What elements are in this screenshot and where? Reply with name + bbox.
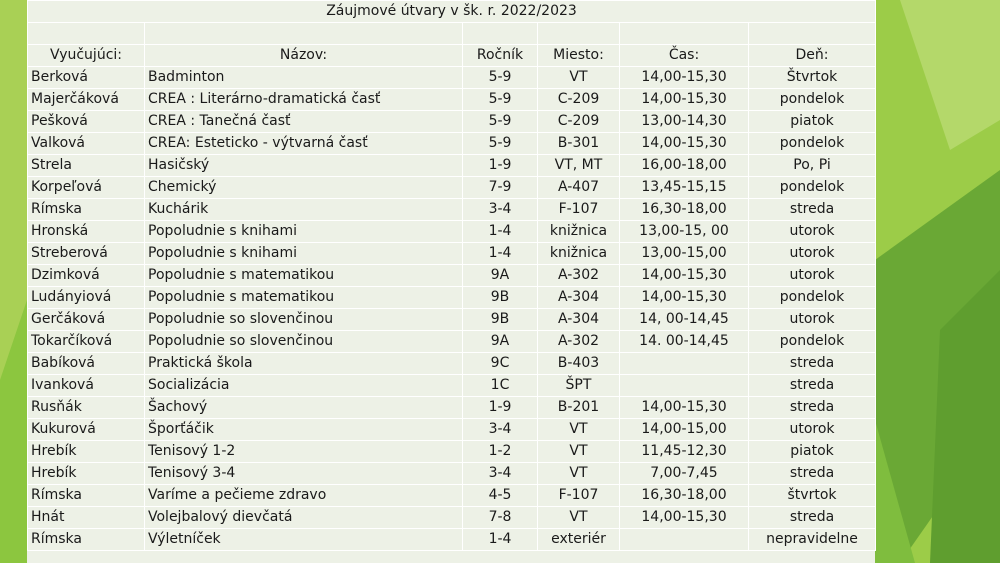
table-row bbox=[28, 485, 876, 507]
table-row bbox=[28, 419, 876, 441]
cell-name: CREA: Esteticko - výtvarná časť bbox=[145, 133, 463, 155]
cell-name: Hasičský bbox=[145, 155, 463, 177]
cell-name: Popoludnie s knihami bbox=[145, 221, 463, 243]
cell-teacher: Hrebík bbox=[28, 463, 145, 485]
cell-teacher: Streberová bbox=[28, 243, 145, 265]
cell-name: Praktická škola bbox=[145, 353, 463, 375]
cell-name: Socializácia bbox=[145, 375, 463, 397]
cell-grade: 9B bbox=[463, 309, 538, 331]
cell-teacher: Hronská bbox=[28, 221, 145, 243]
cell-day: Po, Pi bbox=[749, 155, 876, 177]
cell-teacher: Rímska bbox=[28, 199, 145, 221]
table-row bbox=[28, 463, 876, 485]
table-row bbox=[28, 287, 876, 309]
cell-teacher: Hnát bbox=[28, 507, 145, 529]
cell-time: 11,45-12,30 bbox=[620, 441, 749, 463]
cell-place: VT bbox=[538, 419, 620, 441]
cell-name: CREA : Literárno-dramatická časť bbox=[145, 89, 463, 111]
cell-name: Popoludnie s knihami bbox=[145, 243, 463, 265]
cell-place: B-201 bbox=[538, 397, 620, 419]
header-place: Miesto: bbox=[538, 45, 620, 67]
cell-grade: 4-5 bbox=[463, 485, 538, 507]
cell-grade: 9A bbox=[463, 331, 538, 353]
cell-name: Popoludnie so slovenčinou bbox=[145, 331, 463, 353]
activities-table bbox=[27, 0, 876, 551]
cell-name: Popoludnie s matematikou bbox=[145, 265, 463, 287]
cell-place: B-403 bbox=[538, 353, 620, 375]
cell-name: Chemický bbox=[145, 177, 463, 199]
cell-time: 14,00-15,30 bbox=[620, 397, 749, 419]
cell-time: 14,00-15,00 bbox=[620, 419, 749, 441]
table-row bbox=[28, 397, 876, 419]
cell-name: Popoludnie so slovenčinou bbox=[145, 309, 463, 331]
header-teacher: Vyučujúci: bbox=[28, 45, 145, 67]
cell-day: utorok bbox=[749, 309, 876, 331]
cell-grade: 1-4 bbox=[463, 243, 538, 265]
cell-grade: 5-9 bbox=[463, 133, 538, 155]
table-row bbox=[28, 89, 876, 111]
cell-day: pondelok bbox=[749, 133, 876, 155]
cell-day: nepravidelne bbox=[749, 529, 876, 551]
cell-name: Varíme a pečieme zdravo bbox=[145, 485, 463, 507]
table-row bbox=[28, 265, 876, 287]
cell-time bbox=[620, 529, 749, 551]
cell-name: Šachový bbox=[145, 397, 463, 419]
cell-name: Výletníček bbox=[145, 529, 463, 551]
cell-grade: 7-9 bbox=[463, 177, 538, 199]
cell-grade: 1-4 bbox=[463, 529, 538, 551]
cell-time: 14,00-15,30 bbox=[620, 507, 749, 529]
table-row bbox=[28, 331, 876, 353]
cell-time bbox=[620, 375, 749, 397]
cell-day: pondelok bbox=[749, 89, 876, 111]
cell-teacher: Ivanková bbox=[28, 375, 145, 397]
table-row bbox=[28, 199, 876, 221]
cell-time: 7,00-7,45 bbox=[620, 463, 749, 485]
cell-place: C-209 bbox=[538, 111, 620, 133]
cell-time: 14, 00-14,45 bbox=[620, 309, 749, 331]
cell-teacher: Strela bbox=[28, 155, 145, 177]
cell-grade: 9B bbox=[463, 287, 538, 309]
cell-day: streda bbox=[749, 199, 876, 221]
cell-name: Popoludnie s matematikou bbox=[145, 287, 463, 309]
cell-name: Badminton bbox=[145, 67, 463, 89]
cell-place: VT, MT bbox=[538, 155, 620, 177]
cell-grade: 3-4 bbox=[463, 199, 538, 221]
cell-teacher: Gerčáková bbox=[28, 309, 145, 331]
table-row bbox=[28, 177, 876, 199]
cell-teacher: Korpeľová bbox=[28, 177, 145, 199]
table-row bbox=[28, 507, 876, 529]
cell-teacher: Pešková bbox=[28, 111, 145, 133]
cell-time: 14,00-15,30 bbox=[620, 89, 749, 111]
table-row bbox=[28, 67, 876, 89]
table-row bbox=[28, 221, 876, 243]
table-row bbox=[28, 111, 876, 133]
header-name: Názov: bbox=[145, 45, 463, 67]
cell-time: 13,45-15,15 bbox=[620, 177, 749, 199]
table-row bbox=[28, 353, 876, 375]
cell-teacher: Rímska bbox=[28, 485, 145, 507]
cell-grade: 5-9 bbox=[463, 111, 538, 133]
table-row bbox=[28, 529, 876, 551]
cell-teacher: Rusňák bbox=[28, 397, 145, 419]
cell-teacher: Dzimková bbox=[28, 265, 145, 287]
cell-teacher: Valková bbox=[28, 133, 145, 155]
cell-day: pondelok bbox=[749, 177, 876, 199]
cell-teacher: Berková bbox=[28, 67, 145, 89]
cell-place: A-407 bbox=[538, 177, 620, 199]
cell-time: 13,00-14,30 bbox=[620, 111, 749, 133]
cell-place: A-304 bbox=[538, 287, 620, 309]
cell-day: štvrtok bbox=[749, 485, 876, 507]
cell-grade: 3-4 bbox=[463, 463, 538, 485]
cell-name: Tenisový 3-4 bbox=[145, 463, 463, 485]
cell-place: VT bbox=[538, 67, 620, 89]
header-day: Deň: bbox=[749, 45, 876, 67]
cell-place: A-302 bbox=[538, 331, 620, 353]
cell-place: F-107 bbox=[538, 199, 620, 221]
cell-name: Kuchárik bbox=[145, 199, 463, 221]
table-row bbox=[28, 375, 876, 397]
cell-place: A-304 bbox=[538, 309, 620, 331]
cell-time bbox=[620, 353, 749, 375]
cell-grade: 1-4 bbox=[463, 221, 538, 243]
cell-time: 14. 00-14,45 bbox=[620, 331, 749, 353]
cell-teacher: Majerčáková bbox=[28, 89, 145, 111]
cell-day: streda bbox=[749, 375, 876, 397]
cell-day: piatok bbox=[749, 111, 876, 133]
cell-teacher: Ludányiová bbox=[28, 287, 145, 309]
cell-grade: 3-4 bbox=[463, 419, 538, 441]
spacer-row bbox=[28, 23, 876, 45]
cell-day: streda bbox=[749, 353, 876, 375]
header-row bbox=[28, 45, 876, 67]
header-grade: Ročník bbox=[463, 45, 538, 67]
cell-place: exteriér bbox=[538, 529, 620, 551]
cell-teacher: Kukurová bbox=[28, 419, 145, 441]
cell-day: streda bbox=[749, 507, 876, 529]
page-title: Záujmové útvary v šk. r. 2022/2023 bbox=[28, 1, 876, 23]
table-row bbox=[28, 133, 876, 155]
cell-place: C-209 bbox=[538, 89, 620, 111]
cell-teacher: Rímska bbox=[28, 529, 145, 551]
cell-day: streda bbox=[749, 397, 876, 419]
cell-grade: 9A bbox=[463, 265, 538, 287]
cell-grade: 1-2 bbox=[463, 441, 538, 463]
cell-day: piatok bbox=[749, 441, 876, 463]
table-row bbox=[28, 309, 876, 331]
cell-teacher: Hrebík bbox=[28, 441, 145, 463]
cell-name: Volejbalový dievčatá bbox=[145, 507, 463, 529]
cell-time: 16,30-18,00 bbox=[620, 199, 749, 221]
cell-time: 14,00-15,30 bbox=[620, 265, 749, 287]
cell-time: 16,00-18,00 bbox=[620, 155, 749, 177]
cell-teacher: Tokarčíková bbox=[28, 331, 145, 353]
cell-name: Tenisový 1-2 bbox=[145, 441, 463, 463]
cell-day: pondelok bbox=[749, 287, 876, 309]
cell-grade: 5-9 bbox=[463, 67, 538, 89]
cell-grade: 1-9 bbox=[463, 397, 538, 419]
cell-place: F-107 bbox=[538, 485, 620, 507]
cell-day: streda bbox=[749, 463, 876, 485]
cell-place: VT bbox=[538, 441, 620, 463]
table-row bbox=[28, 243, 876, 265]
cell-teacher: Babíková bbox=[28, 353, 145, 375]
cell-place: VT bbox=[538, 507, 620, 529]
cell-time: 16,30-18,00 bbox=[620, 485, 749, 507]
cell-day: utorok bbox=[749, 419, 876, 441]
cell-time: 13,00-15,00 bbox=[620, 243, 749, 265]
table-row bbox=[28, 155, 876, 177]
title-row bbox=[28, 1, 876, 23]
cell-place: VT bbox=[538, 463, 620, 485]
cell-time: 14,00-15,30 bbox=[620, 67, 749, 89]
cell-place: ŠPT bbox=[538, 375, 620, 397]
cell-day: utorok bbox=[749, 243, 876, 265]
cell-day: utorok bbox=[749, 221, 876, 243]
cell-day: Štvrtok bbox=[749, 67, 876, 89]
cell-day: utorok bbox=[749, 265, 876, 287]
cell-place: knižnica bbox=[538, 221, 620, 243]
cell-name: CREA : Tanečná časť bbox=[145, 111, 463, 133]
cell-place: knižnica bbox=[538, 243, 620, 265]
cell-grade: 5-9 bbox=[463, 89, 538, 111]
cell-day: pondelok bbox=[749, 331, 876, 353]
header-time: Čas: bbox=[620, 45, 749, 67]
cell-grade: 1-9 bbox=[463, 155, 538, 177]
table-row bbox=[28, 441, 876, 463]
cell-grade: 7-8 bbox=[463, 507, 538, 529]
cell-grade: 9C bbox=[463, 353, 538, 375]
cell-grade: 1C bbox=[463, 375, 538, 397]
cell-name: Šporťáčik bbox=[145, 419, 463, 441]
cell-time: 13,00-15, 00 bbox=[620, 221, 749, 243]
cell-place: A-302 bbox=[538, 265, 620, 287]
cell-time: 14,00-15,30 bbox=[620, 287, 749, 309]
cell-time: 14,00-15,30 bbox=[620, 133, 749, 155]
cell-place: B-301 bbox=[538, 133, 620, 155]
